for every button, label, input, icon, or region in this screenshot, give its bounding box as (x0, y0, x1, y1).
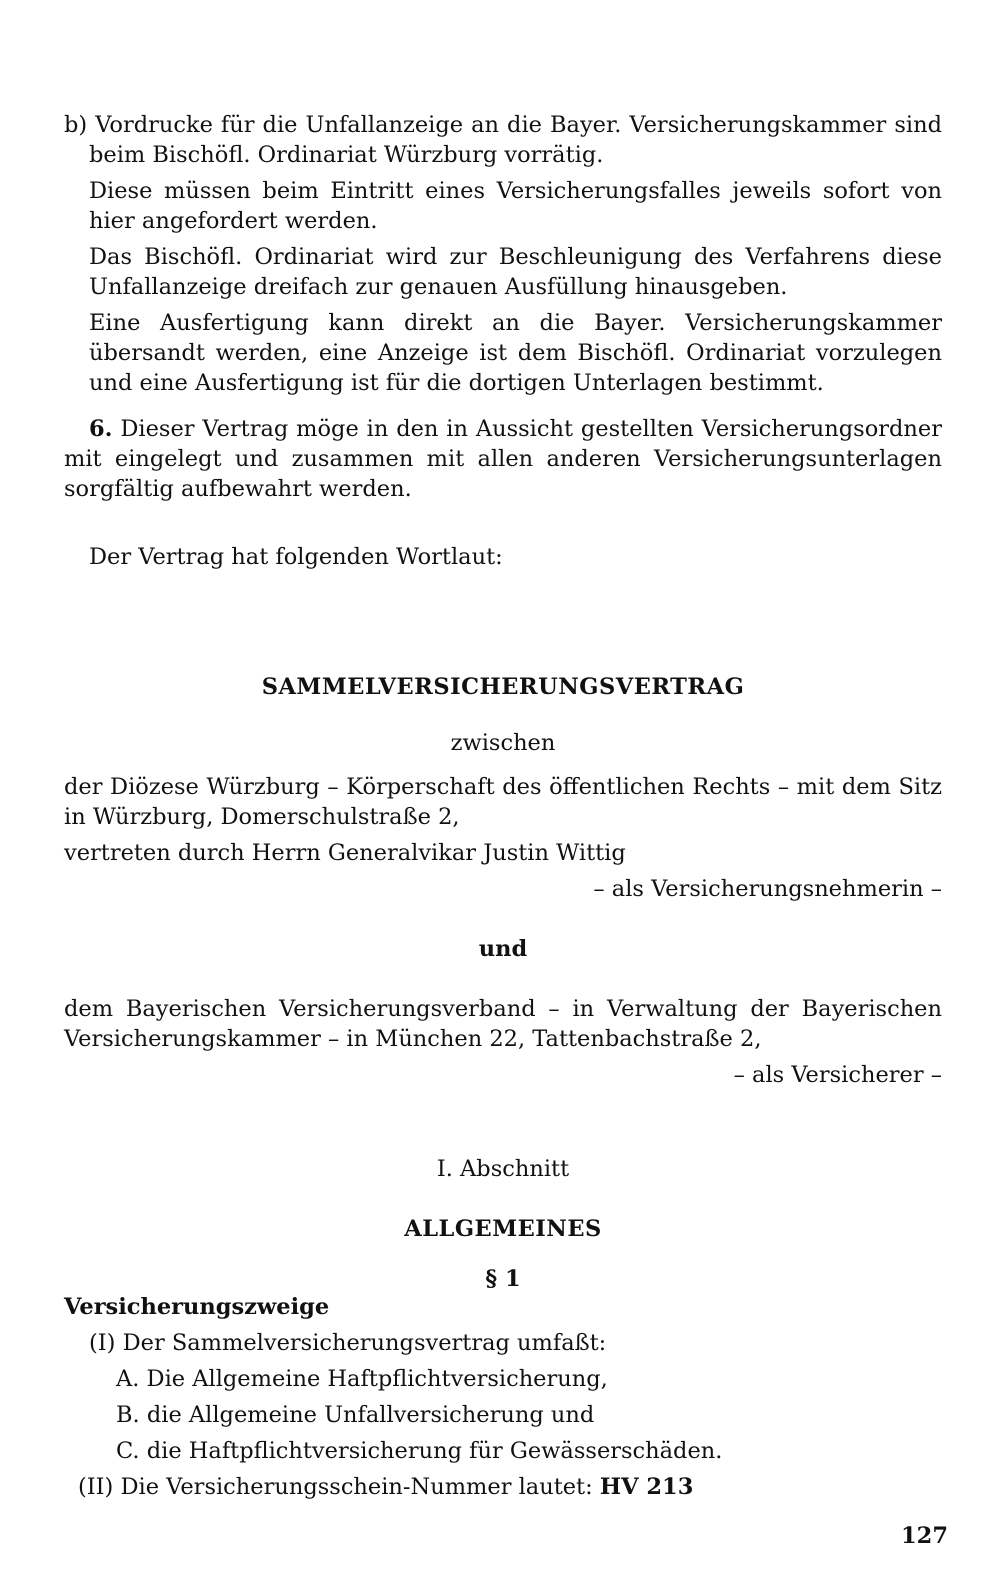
party-1-role: – als Versicherungsnehmerin – (593, 876, 942, 902)
section-b-paragraph: Eine Ausfertigung kann direkt an die Bayer. Versicherungskammer übersandt werden, eine Anzeige ist dem Bischöfl. Ordinariat vorzulegen und eine Ausfertigung ist für die dortigen Unterlagen bestimmt. (89, 310, 942, 396)
party-1-representative: vertreten durch Herrn Generalvikar Justin Wittig (64, 840, 626, 866)
section-label: I. Abschnitt (436, 1156, 570, 1182)
contract-intro: Der Vertrag hat folgenden Wortlaut: (89, 544, 503, 570)
party-1-address: der Diözese Würzburg – Körperschaft des öffentlichen Rechts – mit dem Sitz in Würzburg, Domerschulstraße 2, (64, 774, 942, 830)
party-2-address: dem Bayerischen Versicherungsverband – in Verwaltung der Bayerischen Versicherungskammer – in München 22, Tattenbachstraße 2, (64, 996, 942, 1052)
section-b-paragraph: Das Bischöfl. Ordinariat wird zur Beschleunigung des Verfahrens diese Unfallanzeige dreifach zur genauen Ausfüllung hinausgeben. (89, 244, 942, 300)
page-number: 127 (901, 1523, 948, 1549)
party-2-role: – als Versicherer – (733, 1062, 942, 1088)
document-page (64, 110, 942, 1502)
section-b-paragraph: Diese müssen beim Eintritt eines Versicherungsfalles jeweils sofort von hier angefordert werden. (89, 178, 942, 234)
paragraph-mark: § 1 (485, 1266, 521, 1292)
and-label: und (478, 936, 528, 962)
section-title: ALLGEMEINES (404, 1216, 602, 1242)
point-6-paragraph (64, 414, 942, 504)
contract-title: SAMMELVERSICHERUNGSVERTRAG (261, 674, 745, 700)
list-item: A. Die Allgemeine Haftpflichtversicherung, (116, 1366, 608, 1392)
clause-2-text: (II) Die Versicherungsschein-Nummer lautet: (78, 1474, 600, 1500)
point-6-number: 6. (89, 416, 113, 442)
clause-1: (I) Der Sammelversicherungsvertrag umfaßt: (89, 1330, 607, 1356)
between-label: zwischen (450, 730, 556, 756)
clause-2 (64, 1472, 942, 1502)
section-b-intro: b) Vordrucke für die Unfallanzeige an die Bayer. Versicherungskammer sind beim Bischöfl. Ordinariat Würzburg vorrätig. (64, 112, 942, 168)
policy-number: HV 213 (599, 1474, 694, 1500)
point-6-text: Dieser Vertrag möge in den in Aussicht gestellten Versicherungsordner mit eingelegt und zusammen mit allen anderen Versicherungsunterlagen sorgfältig aufbewahrt werden. (64, 416, 942, 502)
paragraph-heading: Versicherungszweige (64, 1294, 330, 1320)
list-item: C. die Haftpflichtversicherung für Gewässerschäden. (116, 1438, 723, 1464)
list-item: B. die Allgemeine Unfallversicherung und (116, 1402, 595, 1428)
